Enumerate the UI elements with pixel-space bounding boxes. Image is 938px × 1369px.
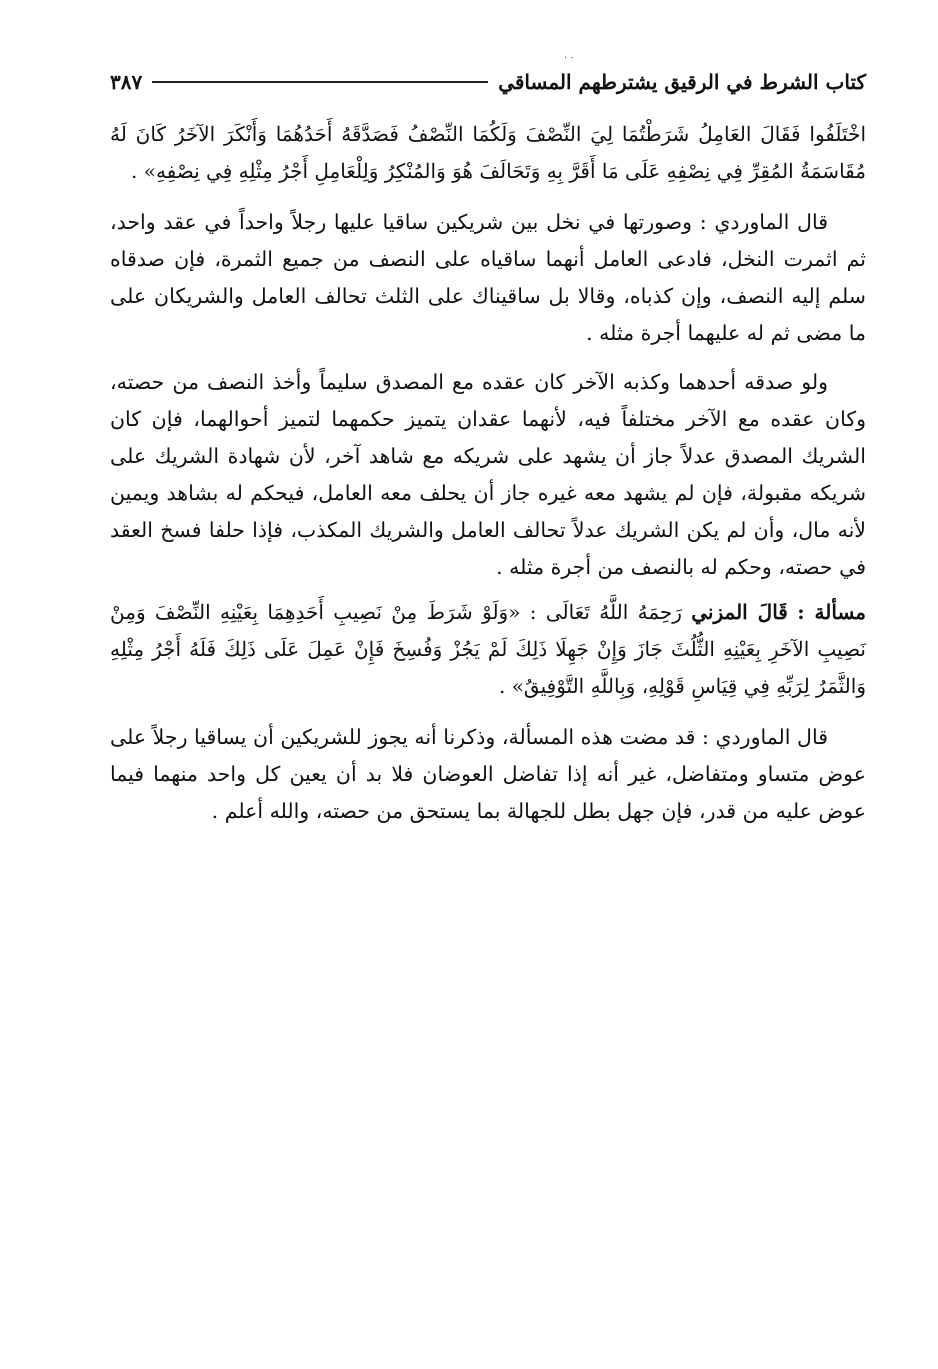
- paragraph-mawardi-1: قال الماوردي : وصورتها في نخل بين شريكين ساقيا عليها رجلاً واحداً في عقد واحد، ثم اثمرت النخل، فادعى العامل أنهما ساقياه على النصف من جميع الثمرة، فإن صدقاه سلم إليه النصف، وإن كذباه، وقالا بل ساقيناك على الثلث تحالف العامل والشريكان على ما مضى ثم له عليهما أجرة مثله .: [110, 210, 866, 345]
- paragraph-issue: [110, 594, 866, 705]
- page-number: ٣٨٧: [110, 70, 143, 94]
- header-rule: [152, 81, 488, 83]
- issue-text: رَحِمَهُ اللَّهُ تَعَالَى : «وَلَوْ شَرَطَ مِنْ نَصِيبِ أَحَدِهِمَا بِعَيْنِهِ النِّصْفَ وَمِنْ نَصِيبِ الآخَرِ بِعَيْنِهِ الثُّلُثَ جَازَ وَإِنْ جَهِلَا ذَلِكَ لَمْ يَجُزْ وَفُسِخَ فَإِنْ عَمِلَ عَلَى ذَلِكَ فَلَهُ أَجْرُ مِثْلِهِ وَالثَّمَرُ لِرَبِّهِ فِي قِيَاسِ قَوْلِهِ، وَبِاللَّهِ التَّوْفِيقُ» .: [110, 600, 866, 698]
- book-title: كتاب الشرط في الرقيق يشترطهم المساقي: [498, 70, 866, 94]
- page-content: [110, 62, 866, 838]
- paragraph-mawardi-2: ولو صدقه أحدهما وكذبه الآخر كان عقده مع المصدق سليماً وأخذ النصف من حصته، وكان عقده مع الآخر مختلفاً فيه، لأنهما عقدان يتميز حكمهما لتميز أحوالهما، فإن كان الشريك المصدق عدلاً جاز أن يشهد على شريكه مع شاهد آخر، لأن شهادة الشريك على شريكه مقبولة، فإن لم يشهد معه غيره جاز أن يحلف معه العامل، فيحكم له بشاهد ويمين لأنه مال، وأن لم يكن الشريك عدلاً تحالف العامل والشريك المكذب، فإذا حلفا فسخ العقد في حصته، وحكم له بالنصف من أجرة مثله .: [110, 370, 866, 579]
- paragraph-mawardi-3: قال الماوردي : قد مضت هذه المسألة، وذكرنا أنه يجوز للشريكين أن يساقيا رجلاً على عوض متساو ومتفاضل، غير أنه إذا تفاضل العوضان فلا بد أن يعين كل واحد منهما فيما عوض عليه من قدر، فإن جهل بطل للجهالة بما يستحق من حصته، والله أعلم .: [110, 725, 866, 823]
- issue-label: مسألة :: [797, 600, 867, 624]
- top-mark: . .: [564, 50, 574, 61]
- issue-author: قَالَ المزني: [691, 600, 788, 624]
- paragraph-quote-continuation: اخْتَلَفُوا فَقَالَ العَامِلُ شَرَطْتُمَا لِيَ النِّصْفَ وَلَكُمَا النِّصْفُ فَصَدَّقَهُ أَحَدُهُمَا وَأَنْكَرَ الآخَرُ كَانَ لَهُ مُقَاسَمَةُ المُقِرِّ فِي نِصْفِهِ عَلَى مَا أَقَرَّ بِهِ وَتَحَالَفَ هُوَ وَالمُنْكِرُ وَلِلْعَامِلِ أَجْرُ مِثْلِهِ فِي نِصْفِهِ» .: [110, 122, 866, 183]
- running-header: [110, 62, 866, 102]
